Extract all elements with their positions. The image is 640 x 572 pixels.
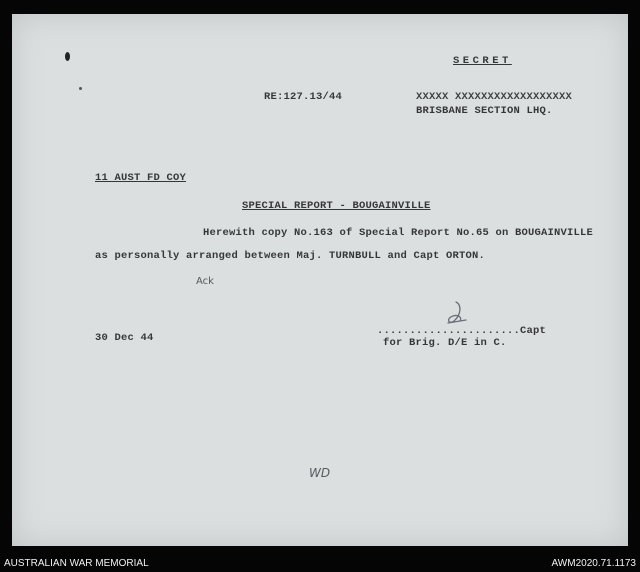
signature-line: ......................Capt [377,325,547,337]
reference-number: RE:127.13/44 [264,91,343,103]
addressee: 11 AUST FD COY [95,172,187,184]
body-line-2: as personally arranged between Maj. TURNBULL and Capt ORTON. [95,250,486,262]
signature-mark [442,299,472,327]
date: 30 Dec 44 [95,332,154,344]
document-page [12,14,628,546]
catalogue-number: AWM2020.71.1173 [551,558,636,569]
body-line-1: Herewith copy No.163 of Special Report No.65 on BOUGAINVILLE [203,227,594,239]
signature-block: for Brig. D/E in C. [383,337,507,349]
handwritten-ack: Ack [196,276,214,287]
institution-credit: AUSTRALIAN WAR MEMORIAL [4,558,149,569]
handwritten-initials: WD [309,466,331,480]
punch-hole [65,52,70,61]
classification-stamp: SECRET [453,55,512,67]
redacted-line: XXXXX XXXXXXXXXXXXXXXXXX [416,91,573,103]
paper-mark [79,87,82,90]
subject-heading: SPECIAL REPORT - BOUGAINVILLE [242,200,431,212]
section-line: BRISBANE SECTION LHQ. [416,105,553,117]
